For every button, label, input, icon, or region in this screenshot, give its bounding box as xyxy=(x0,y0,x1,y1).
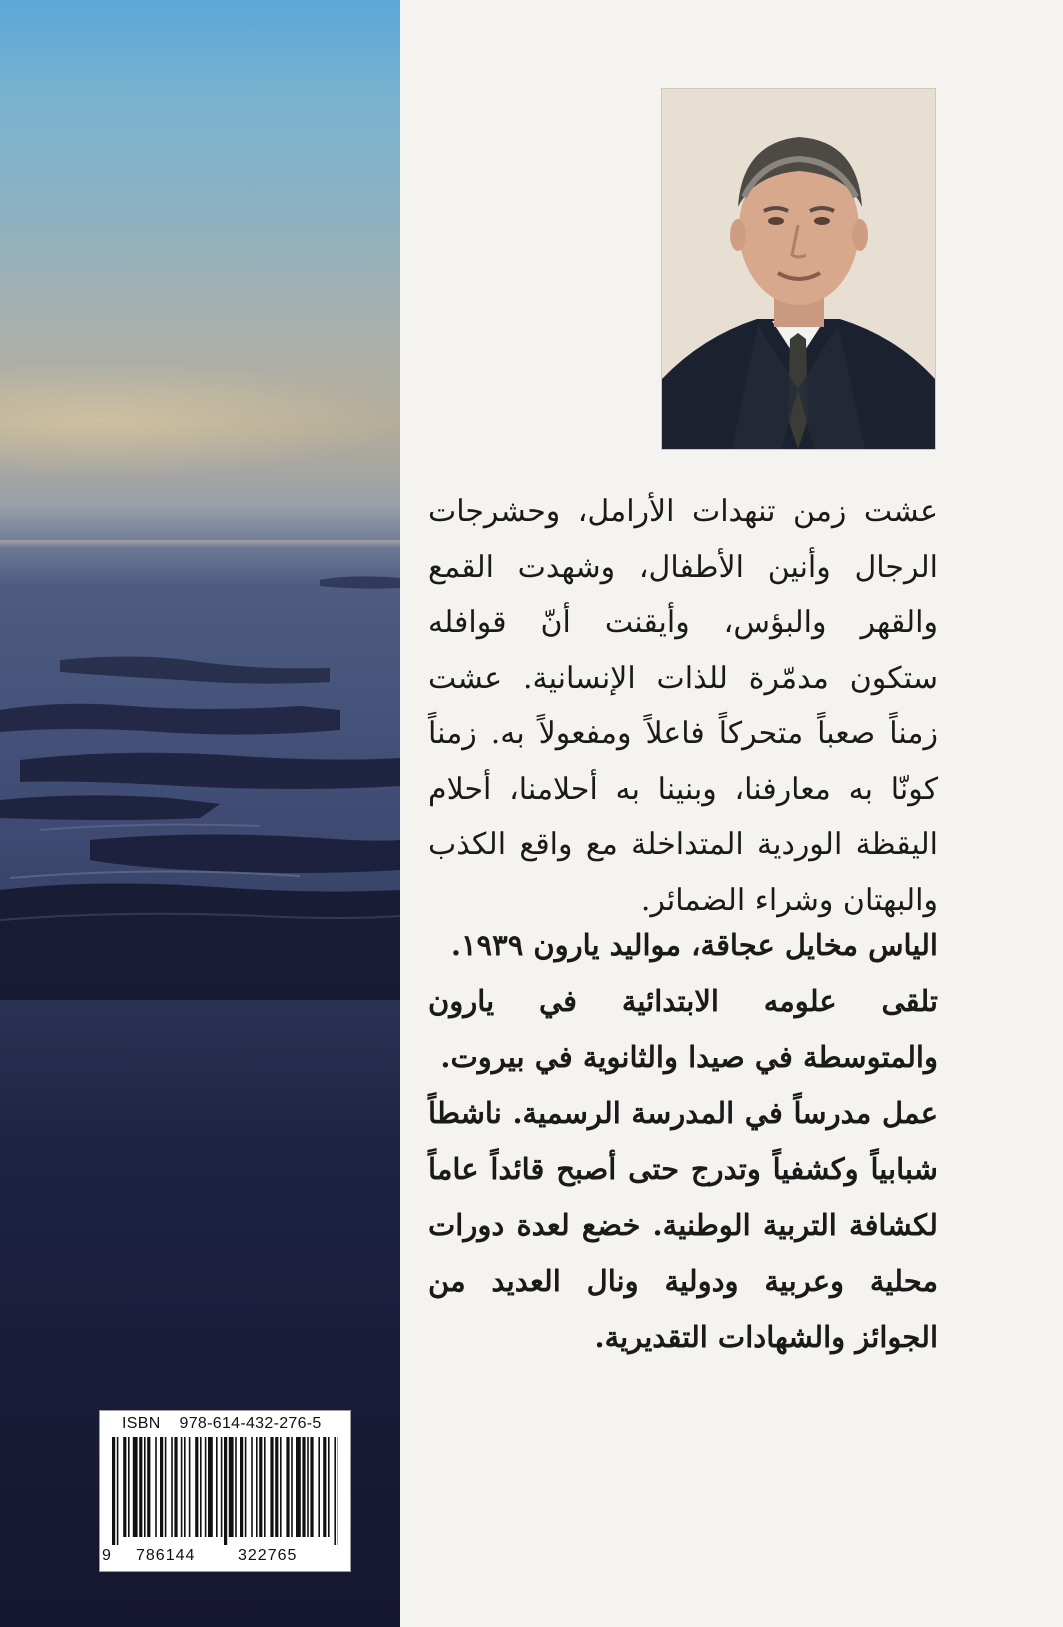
barcode-bar xyxy=(165,1437,167,1537)
blurb-text: عشت زمن تنهدات الأرامل، وحشرجات الرجال وأنين الأطفال، وشهدت القمع والقهر والبؤس، وأيقنت أنّ قوافله ستكون مدمّرة للذات الإنسانية. عشت زمناً صعباً متحركاً فاعلاً ومفعولاً به. زمناً كونّا به معارفنا، وبنينا به أحلامنا، أحلام اليقظة الوردية المتداخلة مع واقع الكذب والبهتان وشراء الضمائر. xyxy=(428,494,938,918)
barcode-bar xyxy=(139,1437,142,1537)
isbn-prefix: ISBN xyxy=(122,1415,161,1432)
barcode-bar xyxy=(310,1437,313,1537)
barcode-bar xyxy=(264,1437,266,1537)
barcode-bar xyxy=(240,1437,243,1537)
barcode-bar xyxy=(318,1437,320,1537)
barcode-bar xyxy=(155,1437,157,1537)
barcode-bar xyxy=(123,1437,126,1537)
isbn-number: 978-614-432-276-5 xyxy=(179,1415,322,1432)
bio-line-birth: الياس مخايل عجاقة، مواليد يارون ١٩٣٩. xyxy=(450,928,938,962)
barcode-bar xyxy=(112,1437,115,1545)
barcode-bar xyxy=(270,1437,273,1537)
barcode-bar xyxy=(296,1437,301,1537)
barcode-bar xyxy=(181,1437,183,1537)
author-figure xyxy=(662,89,935,449)
seascape-photo-strip xyxy=(0,0,400,1627)
barcode-bar xyxy=(323,1437,326,1537)
barcode-bar xyxy=(189,1437,191,1537)
barcode-bar xyxy=(229,1437,234,1537)
barcode-bar xyxy=(328,1437,330,1537)
isbn-label xyxy=(122,1415,322,1433)
author-portrait xyxy=(661,88,936,450)
barcode-bar xyxy=(302,1437,305,1537)
horizon-line xyxy=(0,540,400,548)
barcode-bar xyxy=(235,1437,237,1537)
barcode-bar xyxy=(184,1437,186,1537)
barcode-digits-right: 322765 xyxy=(238,1547,298,1564)
barcode-bar xyxy=(291,1437,293,1537)
barcode-bar xyxy=(144,1437,146,1537)
barcode-bar xyxy=(205,1437,207,1537)
barcode-digits xyxy=(100,1545,350,1569)
bio-line-career: عمل مدرساً في المدرسة الرسمية. ناشطاً شبابياً وكشفياً وتدرج حتى أصبح قائداً عاماً لكشافة التربية الوطنية. خضع لعدة دورات محلية وعربية ودولية ونال العديد من الجوائز والشهادات التقديرية. xyxy=(428,1096,938,1354)
barcode-bar xyxy=(133,1437,138,1537)
barcode-bar xyxy=(286,1437,289,1537)
barcode-bar xyxy=(147,1437,150,1537)
barcode-digits-left: 786144 xyxy=(136,1547,196,1564)
barcode-bar xyxy=(160,1437,163,1537)
barcode-bar xyxy=(221,1437,223,1537)
barcode-bar xyxy=(174,1437,177,1537)
barcode-bar xyxy=(208,1437,213,1537)
barcode-bar xyxy=(216,1437,218,1537)
barcode-bar xyxy=(200,1437,202,1537)
barcode-bar xyxy=(334,1437,336,1545)
isbn-barcode xyxy=(99,1410,351,1572)
barcode-bar xyxy=(251,1437,253,1537)
coastal-rocks xyxy=(0,560,400,1000)
barcode-bar xyxy=(275,1437,278,1537)
barcode-bar xyxy=(224,1437,227,1545)
barcode-bar xyxy=(307,1437,309,1537)
barcode-digit-first: 9 xyxy=(102,1547,111,1564)
author-bio xyxy=(428,917,938,1365)
barcode-bar xyxy=(117,1437,119,1545)
barcode-bar xyxy=(259,1437,262,1537)
barcode-bar xyxy=(245,1437,247,1537)
barcode-bars xyxy=(112,1437,338,1545)
sky-glow xyxy=(0,360,400,480)
barcode-bar xyxy=(128,1437,130,1537)
barcode-bar xyxy=(195,1437,198,1537)
blurb-paragraph xyxy=(428,484,938,928)
barcode-bar xyxy=(280,1437,282,1537)
barcode-bar xyxy=(171,1437,173,1537)
barcode-bar xyxy=(256,1437,258,1537)
bio-line-education: تلقى علومه الابتدائية في يارون والمتوسطة في صيدا والثانوية في بيروت. xyxy=(428,984,938,1074)
